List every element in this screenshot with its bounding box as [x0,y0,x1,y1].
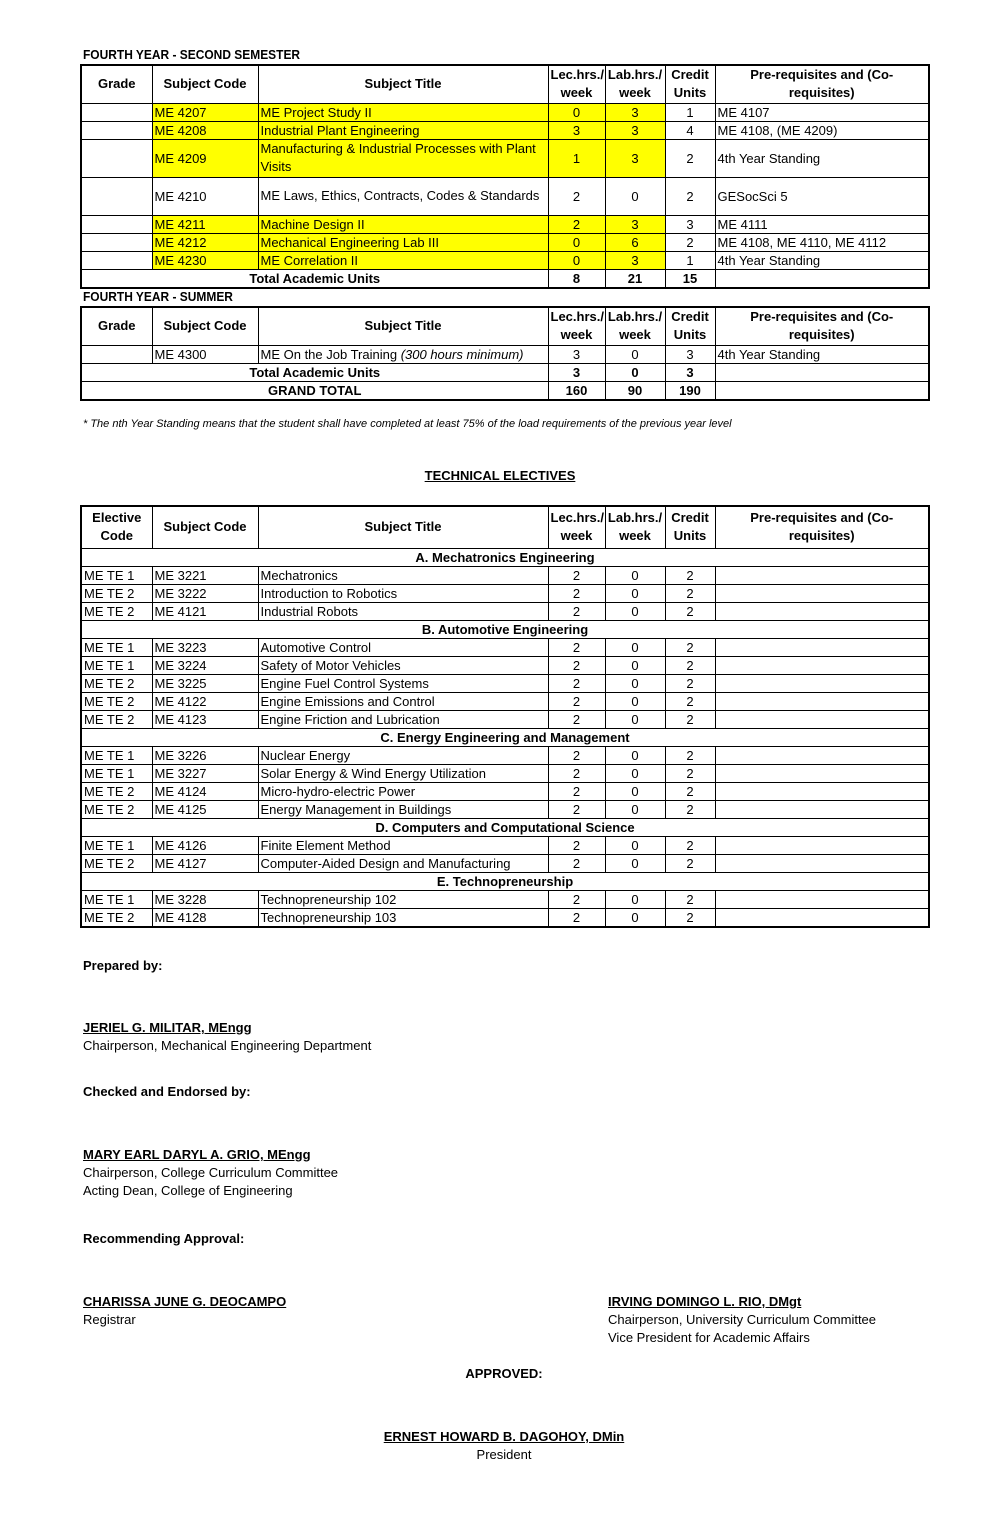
prereq-cell: ME 4108, (ME 4209) [715,121,929,139]
footnote: * The nth Year Standing means that the student shall have completed at least 75% of the load requirements of the previous year level [83,418,732,430]
lab-cell: 0 [605,692,665,710]
units-cell: 3 [665,215,715,233]
prereq-cell [715,800,929,818]
table-row [81,602,929,620]
lab-cell: 0 [605,890,665,908]
table-row [81,890,929,908]
subject-title-cell: ME Laws, Ethics, Contracts, Codes & Standards [258,177,548,215]
lec-cell: 2 [548,746,605,764]
units-cell: 2 [665,692,715,710]
header-prereq: Pre-requisites and (Co-requisites) [715,307,929,345]
prereq-cell [715,782,929,800]
prereq-cell [715,692,929,710]
lec-cell: 2 [548,854,605,872]
units-cell: 2 [665,233,715,251]
subject-code-cell: ME 3224 [152,656,258,674]
header-elective-code: Elective Code [81,506,152,548]
table-row [81,139,929,177]
header-row [81,307,929,345]
lab-cell: 0 [605,764,665,782]
prereq-cell: GESocSci 5 [715,177,929,215]
elective-code-cell: ME TE 2 [81,692,152,710]
elective-code-cell: ME TE 2 [81,800,152,818]
units-cell: 2 [665,800,715,818]
subject-title-cell: Technopreneurship 102 [258,890,548,908]
units-cell: 2 [665,602,715,620]
subject-code-cell: ME 4210 [152,177,258,215]
elective-code-cell: ME TE 1 [81,746,152,764]
subject-title-cell: Technopreneurship 103 [258,908,548,927]
table-row [81,800,929,818]
header-row [81,65,929,103]
prereq-cell: 4th Year Standing [715,139,929,177]
units-cell: 2 [665,890,715,908]
table-fourth-second [80,64,930,289]
elective-code-cell: ME TE 2 [81,674,152,692]
elective-group-name: B. Automotive Engineering [81,620,929,638]
subject-title-cell: Mechatronics [258,566,548,584]
lec-cell: 2 [548,836,605,854]
units-cell: 2 [665,656,715,674]
subject-code-cell: ME 4207 [152,103,258,121]
subject-title-cell: Finite Element Method [258,836,548,854]
section-title-fourth-summer: FOURTH YEAR - SUMMER [83,289,233,304]
total-units: 15 [665,269,715,288]
header-credit: Credit Units [665,65,715,103]
lab-cell: 0 [605,908,665,927]
subject-code-cell: ME 4122 [152,692,258,710]
header-lec: Lec.hrs./ week [548,65,605,103]
header-subject-title: Subject Title [258,65,548,103]
prereq-cell [715,566,929,584]
lec-cell: 2 [548,890,605,908]
lec-cell: 3 [548,345,605,363]
header-subject-code: Subject Code [152,65,258,103]
subject-title-cell: Engine Friction and Lubrication [258,710,548,728]
grand-prereq [715,381,929,400]
table-technical-electives [80,505,930,928]
grand-units: 190 [665,381,715,400]
header-lab: Lab.hrs./ week [605,65,665,103]
table-row [81,854,929,872]
prereq-cell [715,836,929,854]
units-cell: 2 [665,746,715,764]
lec-cell: 0 [548,103,605,121]
header-lab: Lab.hrs./ week [605,506,665,548]
subject-title-cell: Nuclear Energy [258,746,548,764]
subject-code-cell: ME 4300 [152,345,258,363]
header-grade: Grade [81,65,152,103]
elective-group-row [81,872,929,890]
elective-code-cell: ME TE 1 [81,890,152,908]
subject-title-cell [258,345,548,363]
lab-cell: 0 [605,656,665,674]
table-row [81,566,929,584]
lec-cell: 2 [548,584,605,602]
subject-code-cell: ME 3222 [152,584,258,602]
grade-cell [81,103,152,121]
total-prereq [715,363,929,381]
registrar-name: CHARISSA JUNE G. DEOCAMPO [83,1294,287,1309]
elective-code-cell: ME TE 2 [81,584,152,602]
lab-cell: 0 [605,836,665,854]
elective-group-name: A. Mechatronics Engineering [81,548,929,566]
table-row [81,710,929,728]
prereq-cell [715,584,929,602]
prepared-by-position: Chairperson, Mechanical Engineering Department [83,1038,372,1053]
table-row [81,103,929,121]
header-prereq: Pre-requisites and (Co-requisites) [715,506,929,548]
header-credit: Credit Units [665,307,715,345]
total-lab: 21 [605,269,665,288]
table-row [81,692,929,710]
vp-position-1: Chairperson, University Curriculum Committee [608,1312,877,1327]
prepared-by-label: Prepared by: [83,958,163,973]
subject-code-cell: ME 4209 [152,139,258,177]
total-lec: 8 [548,269,605,288]
total-label: Total Academic Units [81,269,548,288]
lec-cell: 2 [548,566,605,584]
elective-code-cell: ME TE 1 [81,836,152,854]
subject-title-text: ME On the Job Training [260,346,401,362]
vp-name: IRVING DOMINGO L. RIO, DMgt [608,1294,802,1309]
table-row [81,638,929,656]
table-row [81,674,929,692]
units-cell: 2 [665,836,715,854]
lab-cell: 0 [605,674,665,692]
table-row [81,177,929,215]
checked-endorsed-label: Checked and Endorsed by: [83,1084,251,1099]
subject-code-cell: ME 4230 [152,251,258,269]
lab-cell: 6 [605,233,665,251]
header-lec: Lec.hrs./ week [548,307,605,345]
total-lec: 3 [548,363,605,381]
lec-cell: 2 [548,692,605,710]
subject-code-cell: ME 4126 [152,836,258,854]
grand-lec: 160 [548,381,605,400]
prereq-cell [715,908,929,927]
subject-title-cell: Machine Design II [258,215,548,233]
prereq-cell: ME 4108, ME 4110, ME 4112 [715,233,929,251]
elective-group-name: D. Computers and Computational Science [81,818,929,836]
subject-code-cell: ME 4128 [152,908,258,927]
header-subject-code: Subject Code [152,506,258,548]
table-row [81,764,929,782]
units-cell: 4 [665,121,715,139]
prereq-cell [715,890,929,908]
grade-cell [81,251,152,269]
subject-title-cell: Industrial Plant Engineering [258,121,548,139]
elective-code-cell: ME TE 2 [81,908,152,927]
lec-cell: 2 [548,215,605,233]
header-subject-code: Subject Code [152,307,258,345]
prereq-cell [715,656,929,674]
president-position: President [476,1447,532,1462]
total-row [81,269,929,288]
units-cell: 2 [665,782,715,800]
elective-code-cell: ME TE 1 [81,638,152,656]
checked-endorsed-name: MARY EARL DARYL A. GRIO, MEngg [83,1147,311,1162]
elective-group-row [81,548,929,566]
units-cell: 2 [665,566,715,584]
grade-cell [81,177,152,215]
lec-cell: 2 [548,638,605,656]
lec-cell: 2 [548,177,605,215]
table-row [81,121,929,139]
lec-cell: 2 [548,602,605,620]
lec-cell: 0 [548,251,605,269]
total-row [81,363,929,381]
subject-code-cell: ME 4208 [152,121,258,139]
lab-cell: 0 [605,345,665,363]
subject-code-cell: ME 4124 [152,782,258,800]
elective-code-cell: ME TE 2 [81,854,152,872]
president-block [4,1428,1000,1464]
grade-cell [81,215,152,233]
subject-title-cell: ME Project Study II [258,103,548,121]
subject-title-cell: Micro-hydro-electric Power [258,782,548,800]
grade-cell [81,139,152,177]
elective-group-name: E. Technopreneurship [81,872,929,890]
table-row [81,836,929,854]
table-fourth-summer [80,306,930,401]
units-cell: 2 [665,177,715,215]
table-row [81,251,929,269]
grade-cell [81,121,152,139]
president-name: ERNEST HOWARD B. DAGOHOY, DMin [383,1429,625,1444]
lab-cell: 0 [605,177,665,215]
checked-endorsed-block [83,1146,338,1200]
table-row [81,908,929,927]
subject-title-cell: Automotive Control [258,638,548,656]
registrar-block [83,1293,286,1329]
elective-code-cell: ME TE 2 [81,710,152,728]
prereq-cell [715,764,929,782]
prereq-cell [715,854,929,872]
lec-cell: 2 [548,800,605,818]
header-prereq: Pre-requisites and (Co-requisites) [715,65,929,103]
section-title-fourth-second: FOURTH YEAR - SECOND SEMESTER [83,47,301,62]
table-row [81,345,929,363]
prepared-by-name: JERIEL G. MILITAR, MEngg [83,1020,252,1035]
grand-lab: 90 [605,381,665,400]
subject-code-cell: ME 4123 [152,710,258,728]
table-row [81,233,929,251]
units-cell: 1 [665,251,715,269]
total-lab: 0 [605,363,665,381]
header-grade: Grade [81,307,152,345]
lab-cell: 0 [605,602,665,620]
vp-block [608,1293,876,1347]
lab-cell: 0 [605,854,665,872]
units-cell: 2 [665,584,715,602]
elective-code-cell: ME TE 1 [81,566,152,584]
table-row [81,215,929,233]
prereq-cell: 4th Year Standing [715,251,929,269]
prereq-cell [715,674,929,692]
lab-cell: 0 [605,566,665,584]
subject-code-cell: ME 4125 [152,800,258,818]
subject-title-cell: Mechanical Engineering Lab III [258,233,548,251]
units-cell: 2 [665,764,715,782]
subject-title-cell: ME Correlation II [258,251,548,269]
vp-position-2: Vice President for Academic Affairs [608,1330,810,1345]
checked-endorsed-position-2: Acting Dean, College of Engineering [83,1183,293,1198]
lab-cell: 0 [605,782,665,800]
prereq-cell: ME 4111 [715,215,929,233]
elective-group-name: C. Energy Engineering and Management [81,728,929,746]
subject-code-cell: ME 4121 [152,602,258,620]
subject-code-cell: ME 4212 [152,233,258,251]
subject-title-cell: Engine Fuel Control Systems [258,674,548,692]
subject-title-cell: Solar Energy & Wind Energy Utilization [258,764,548,782]
lec-cell: 2 [548,710,605,728]
table-row [81,746,929,764]
units-cell: 2 [665,908,715,927]
subject-code-cell: ME 3223 [152,638,258,656]
lec-cell: 2 [548,782,605,800]
units-cell: 1 [665,103,715,121]
units-cell: 2 [665,854,715,872]
subject-title-cell: Safety of Motor Vehicles [258,656,548,674]
recommending-approval-label: Recommending Approval: [83,1231,245,1246]
lab-cell: 0 [605,710,665,728]
elective-code-cell: ME TE 2 [81,782,152,800]
checked-endorsed-position-1: Chairperson, College Curriculum Committee [83,1165,339,1180]
subject-title-cell: Manufacturing & Industrial Processes with Plant Visits [258,139,548,177]
subject-title-note: (300 hours minimum) [400,346,524,362]
subject-title-cell: Industrial Robots [258,602,548,620]
lab-cell: 3 [605,103,665,121]
lec-cell: 0 [548,233,605,251]
total-label: Total Academic Units [81,363,548,381]
lab-cell: 0 [605,638,665,656]
lec-cell: 3 [548,121,605,139]
prepared-by-block [83,1019,371,1055]
header-credit: Credit Units [665,506,715,548]
lec-cell: 2 [548,674,605,692]
lab-cell: 3 [605,121,665,139]
header-row [81,506,929,548]
approved-label: APPROVED: [465,1366,543,1381]
lab-cell: 3 [605,215,665,233]
subject-code-cell: ME 3221 [152,566,258,584]
registrar-position: Registrar [83,1312,136,1327]
subject-code-cell: ME 4211 [152,215,258,233]
table-row [81,782,929,800]
total-units: 3 [665,363,715,381]
lab-cell: 3 [605,251,665,269]
grand-label: GRAND TOTAL [81,381,548,400]
subject-code-cell: ME 3226 [152,746,258,764]
grade-cell [81,233,152,251]
table-row [81,584,929,602]
lec-cell: 2 [548,656,605,674]
subject-title-cell: Computer-Aided Design and Manufacturing [258,854,548,872]
subject-title-cell: Engine Emissions and Control [258,692,548,710]
lab-cell: 0 [605,746,665,764]
units-cell: 2 [665,139,715,177]
lab-cell: 0 [605,584,665,602]
units-cell: 3 [665,345,715,363]
elective-code-cell: ME TE 2 [81,602,152,620]
prereq-cell [715,746,929,764]
prereq-cell [715,710,929,728]
subject-code-cell: ME 4127 [152,854,258,872]
header-subject-title: Subject Title [258,506,548,548]
header-lab: Lab.hrs./ week [605,307,665,345]
lec-cell: 2 [548,908,605,927]
prereq-cell: 4th Year Standing [715,345,929,363]
elective-group-row [81,620,929,638]
lab-cell: 3 [605,139,665,177]
subject-code-cell: ME 3228 [152,890,258,908]
elective-code-cell: ME TE 1 [81,656,152,674]
technical-electives-title: TECHNICAL ELECTIVES [424,468,576,483]
subject-title-cell: Introduction to Robotics [258,584,548,602]
prereq-cell [715,638,929,656]
header-lec: Lec.hrs./ week [548,506,605,548]
elective-group-row [81,818,929,836]
subject-code-cell: ME 3227 [152,764,258,782]
table-row [81,656,929,674]
subject-code-cell: ME 3225 [152,674,258,692]
prereq-cell [715,602,929,620]
lec-cell: 2 [548,764,605,782]
units-cell: 2 [665,638,715,656]
units-cell: 2 [665,710,715,728]
lab-cell: 0 [605,800,665,818]
elective-code-cell: ME TE 1 [81,764,152,782]
prereq-cell: ME 4107 [715,103,929,121]
elective-group-row [81,728,929,746]
lec-cell: 1 [548,139,605,177]
grade-cell [81,345,152,363]
units-cell: 2 [665,674,715,692]
header-subject-title: Subject Title [258,307,548,345]
grand-row [81,381,929,400]
subject-title-cell: Energy Management in Buildings [258,800,548,818]
total-prereq [715,269,929,288]
